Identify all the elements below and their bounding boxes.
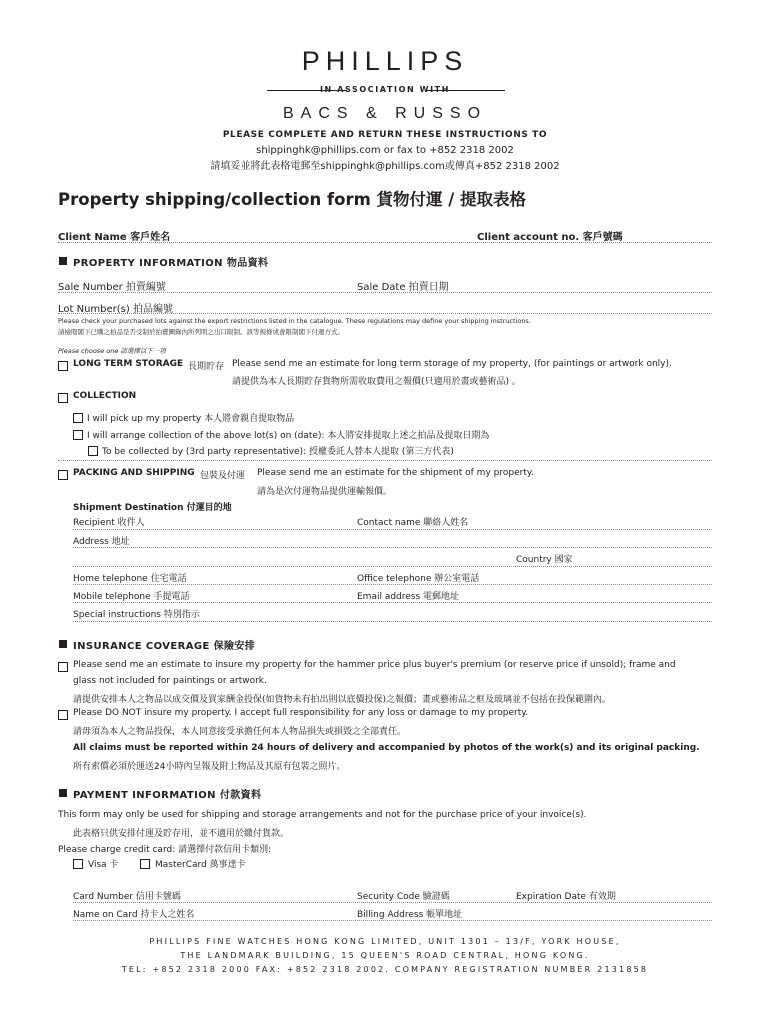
packing-checkbox[interactable] xyxy=(58,470,68,480)
property-heading: PROPERTY INFORMATION 物品資料 xyxy=(73,258,269,269)
packing-label: PACKING AND SHIPPING xyxy=(73,468,195,478)
country-label: Country 國家 xyxy=(516,555,573,565)
packing-zh-label: 包裝及付運 xyxy=(200,471,246,481)
payment-heading: PAYMENT INFORMATION 付款資料 xyxy=(73,790,262,801)
client-name-label: Client Name 客戶姓名 xyxy=(58,232,171,243)
insure-text-2: glass not included for paintings or artwork. xyxy=(73,676,267,686)
section-bullet xyxy=(59,640,67,648)
mobile-tel-label: Mobile telephone 手提電話 xyxy=(73,592,190,602)
no-insure-text: Please DO NOT insure my property. I accept full responsibility for any loss or damage to my property. xyxy=(73,708,529,718)
home-tel-label: Home telephone 住宅電話 xyxy=(73,574,187,584)
contact-zh: 請填妥並將此表格電郵至shippinghk@phillips.com或傳真+852 2318 2002 xyxy=(210,161,560,172)
lot-line[interactable] xyxy=(58,313,712,314)
email-label: Email address 電郵地址 xyxy=(357,592,460,602)
long-term-zh-label: 長期貯存 xyxy=(188,362,225,372)
section-bullet xyxy=(59,257,67,265)
recipient-label: Recipient 收件人 xyxy=(73,518,145,528)
long-term-checkbox[interactable] xyxy=(58,361,68,371)
office-tel-label: Office telephone 辦公室電話 xyxy=(357,574,480,584)
payment-line1-zh: 此表格只供安排付運及貯存用，並不適用於繳付貨款。 xyxy=(73,829,290,839)
client-account-label: Client account no. 客戶號碼 xyxy=(477,232,623,243)
mastercard-checkbox[interactable] xyxy=(140,859,150,869)
instructions-heading: PLEASE COMPLETE AND RETURN THESE INSTRUCTIONS TO xyxy=(222,130,548,140)
sale-date-label: Sale Date 拍賣日期 xyxy=(357,282,449,293)
long-term-label: LONG TERM STORAGE xyxy=(73,359,184,369)
export-note-en: Please check your purchased lots against the export restrictions listed in the catalogue. These regulations may define your shipping instructions. xyxy=(58,317,531,325)
collection-label: COLLECTION xyxy=(73,391,137,401)
footer-line-3: TEL: +852 2318 2000 FAX: +852 2318 2002. COMPANY REGISTRATION NUMBER 2131858 xyxy=(121,965,649,974)
no-insure-checkbox[interactable] xyxy=(58,710,68,720)
association-text: IN ASSOCIATION WITH xyxy=(319,85,451,94)
collection-third-party-text: To be collected by (3rd party representative): 授權委託人替本人提取 (第三方代表) xyxy=(102,447,454,457)
long-term-text-zh: 請提供為本人長期貯存貨物所需收取費用之報價(只適用於畫或藝術品) 。 xyxy=(232,377,521,387)
card-line[interactable] xyxy=(73,902,712,903)
section-bullet xyxy=(59,789,67,797)
insure-text-zh: 請提供安排本人之物品以成交價及買家酬金投保(如貨物未有拍出則以底價投保)之報價；畫或藝術品之框及玻璃並不包括在投保範圍內。 xyxy=(73,695,612,705)
insurance-heading: INSURANCE COVERAGE 保險安排 xyxy=(73,641,256,652)
claims-text: All claims must be reported within 24 hours of delivery and accompanied by photos of the work(s) and its original packing. xyxy=(73,743,700,753)
collection-date-checkbox[interactable] xyxy=(73,430,83,440)
collection-pickup-checkbox[interactable] xyxy=(73,413,83,423)
sale-number-label: Sale Number 拍賣編號 xyxy=(58,282,166,293)
sale-line[interactable] xyxy=(58,292,712,293)
mastercard-label: MasterCard 萬事達卡 xyxy=(155,860,246,870)
insure-checkbox[interactable] xyxy=(58,662,68,672)
card-number-label: Card Number 信用卡號碼 xyxy=(73,892,181,902)
choose-one: Please choose one 請選擇以下一項 xyxy=(58,347,166,355)
shipment-heading: Shipment Destination 付運目的地 xyxy=(73,503,232,513)
visa-checkbox[interactable] xyxy=(73,859,83,869)
lot-numbers-label: Lot Number(s) 拍品編號 xyxy=(58,304,173,315)
phillips-logo: PHILLIPS xyxy=(301,46,469,76)
collection-third-party-checkbox[interactable] xyxy=(88,446,98,456)
collection-line[interactable] xyxy=(58,460,712,461)
visa-label: Visa 卡 xyxy=(88,860,119,870)
bacs-russo-logo: BACS & RUSSO xyxy=(282,105,488,122)
tel-line[interactable] xyxy=(73,584,712,585)
export-note-zh: 請檢閱閣下已購之拍品是否受制於拍賣圖錄內所列明之出口限制。該等規條或會限制閣下付運方式。 xyxy=(58,328,344,336)
no-insure-text-zh: 請毋須為本人之物品投保，本人同意接受承擔任何本人物品損失或損毀之全部責任。 xyxy=(73,727,407,737)
recipient-line[interactable] xyxy=(73,529,712,530)
payment-line1: This form may only be used for shipping and storage arrangements and not for the purchase price of your invoice(s). xyxy=(58,810,587,820)
address-line-2[interactable] xyxy=(73,566,712,567)
logo-rule-right xyxy=(425,90,505,91)
mobile-line[interactable] xyxy=(73,602,712,603)
footer-line-1: PHILLIPS FINE WATCHES HONG KONG LIMITED, UNIT 1301 – 13/F, YORK HOUSE, xyxy=(149,937,621,946)
charge-card-label: Please charge credit card: 請選擇付款信用卡類別: xyxy=(58,845,272,855)
form-title: Property shipping/collection form 貨物付運 / 提取表格 xyxy=(58,190,527,209)
footer-line-2: THE LANDMARK BUILDING, 15 QUEEN'S ROAD CENTRAL, HONG KONG. xyxy=(180,951,590,960)
client-line[interactable] xyxy=(58,242,712,243)
name-on-card-label: Name on Card 持卡人之姓名 xyxy=(73,910,195,920)
packing-text-zh: 請為是次付運物品提供運輸報價。 xyxy=(257,487,393,497)
address-label: Address 地址 xyxy=(73,537,130,547)
collection-date-text: I will arrange collection of the above lot(s) on (date): 本人將安排提取上述之拍品及提取日期為 xyxy=(87,431,490,441)
collection-checkbox[interactable] xyxy=(58,393,68,403)
claims-text-zh: 所有索償必須於運送24小時內呈報及附上物品及其原有包裝之照片。 xyxy=(73,762,346,772)
name-line[interactable] xyxy=(73,920,712,921)
special-instructions-label: Special instructions 特別指示 xyxy=(73,610,200,620)
contact-name-label: Contact name 聯絡人姓名 xyxy=(357,518,469,528)
packing-text: Please send me an estimate for the shipment of my property. xyxy=(257,468,534,478)
long-term-text: Please send me an estimate for long term storage of my property, (for paintings or artwork only). xyxy=(232,359,672,369)
insure-text-1: Please send me an estimate to insure my property for the hammer price plus buyer's premium (or reserve price if unsold); frame and xyxy=(73,660,676,670)
special-line[interactable] xyxy=(73,621,712,622)
billing-address-label: Billing Address 帳單地址 xyxy=(357,910,463,920)
address-line-1[interactable] xyxy=(73,547,712,548)
expiration-label: Expiration Date 有效期 xyxy=(516,892,616,902)
security-code-label: Security Code 驗證碼 xyxy=(357,892,450,902)
contact-en: shippinghk@phillips.com or fax to +852 2318 2002 xyxy=(256,145,514,156)
collection-pickup-text: I will pick up my property 本人將會親自提取物品 xyxy=(87,414,295,424)
